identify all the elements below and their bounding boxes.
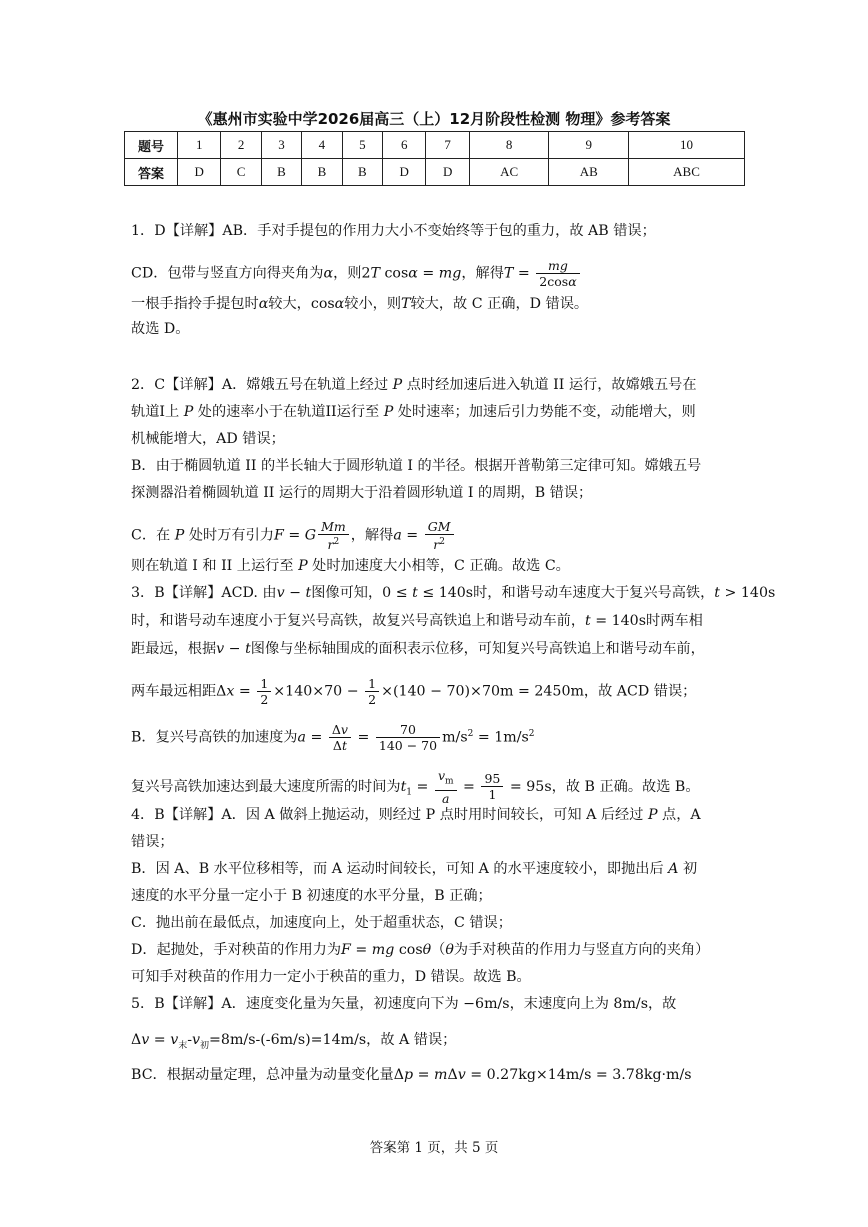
question-number: 5 [342, 132, 382, 159]
fraction-tension: $\frac{mg}{2\cos\alpha}$ [536, 258, 579, 289]
q3-line-2: 时，和谐号动车速度小于复兴号高铁，故复兴号高铁追上和谐号动车前，t = 140s时两车相 [131, 613, 703, 629]
q1-line-2: CD．包带与竖直方向得夹角为α，则2T cosα = mg，解得T = $\frac{mg}{2\cos\alpha}$ [131, 258, 582, 289]
q4-line-4: 速度的水平分量一定小于 B 初速度的水平分量，B 正确； [131, 888, 492, 904]
fraction-acceleration: $\frac{GM}{r^2}$ [425, 519, 454, 552]
q4-line-6: D．起抛处，手对秧苗的作用力为F = mg cosθ（θ为手对秧苗的作用力与竖直方向的夹角） [131, 942, 710, 958]
fraction-dv-dt: $\frac{\Delta v}{\Delta t}$ [329, 722, 351, 753]
page-title: 《惠州市实验中学2026届高三（上）12月阶段性检测 物理》参考答案 [197, 110, 671, 128]
answer-row [125, 159, 745, 186]
answer-cell: AC [469, 159, 549, 186]
q3-line-5: B．复兴号高铁的加速度为a = $\frac{\Delta v}{\Delta t}$ = $\frac{70}{140 - 70}$ $m/s^2 = 1m/s^2$ [131, 722, 535, 753]
row-header-number: 题号 [125, 132, 178, 159]
q3-line-6: 复兴号高铁加速达到最大速度所需的时间为$t_1$ = $\frac{v_m}{a}$ = $\frac{95}{1}$ = 95s，故 B 正确。故选 B。 [131, 768, 700, 806]
q4-line-2: 错误； [131, 834, 174, 850]
q2-line-3: 机械能增大，AD 错误； [131, 431, 285, 447]
question-number: 8 [469, 132, 549, 159]
question-number-row [125, 132, 745, 159]
q4-line-1: 4．B【详解】A．因 A 做斜上抛运动，则经过 P 点时用时间较长，可知 A 后经过 P 点，A [131, 807, 701, 823]
q2-line-6: C．在 P 处时万有引力F = G $\frac{Mm}{r^2}$ ，解得a = $\frac{GM}{r^2}$ [131, 519, 456, 552]
q4-line-3: B．因 A、B 水平位移相等，而 A 运动时间较长，可知 A 的水平速度较小，即抛出后 A 初 [131, 861, 698, 877]
question-number: 3 [261, 132, 301, 159]
fraction-gravity: $\frac{Mm}{r^2}$ [318, 519, 349, 552]
page-footer: 答案第 1 页，共 5 页 [369, 1140, 499, 1156]
answer-cell: D [426, 159, 469, 186]
q5-line-2: $\Delta v = v_末-v_初=8m/s-(-6m/s)=14m/s$，故 A 错误； [131, 1032, 457, 1051]
q2-line-5: 探测器沿着椭圆轨道 II 运行的周期大于沿着圆形轨道 I 的周期，B 错误； [131, 485, 593, 501]
question-number: 9 [549, 132, 629, 159]
answer-cell: C [221, 159, 261, 186]
answer-cell: B [342, 159, 382, 186]
fraction-vm-a: $\frac{v_m}{a}$ [435, 768, 457, 806]
q1-line-1: 1．D【详解】AB．手对手提包的作用力大小不变始终等于包的重力，故 AB 错误； [131, 223, 656, 239]
q1-line-3: 一根手指拎手提包时α较大，cosα较小，则T较大，故 C 正确，D 错误。 [131, 296, 589, 312]
q5-line-3: BC．根据动量定理，总冲量为动量变化量Δp = mΔv = 0.27kg×14m/s = 3.78kg·m/s [131, 1067, 692, 1083]
question-number: 6 [383, 132, 426, 159]
question-number: 7 [426, 132, 469, 159]
q5-line-1: 5．B【详解】A．速度变化量为矢量，初速度向下为 −6m/s，末速度向上为 8m/s，故 [131, 996, 677, 1012]
fraction-half: $\frac{1}{2}$ [365, 676, 379, 707]
q1-line-4: 故选 D。 [131, 321, 190, 337]
answer-cell: D [178, 159, 221, 186]
question-number: 2 [221, 132, 261, 159]
q4-line-7: 可知手对秧苗的作用力一定小于秧苗的重力，D 错误。故选 B。 [131, 969, 531, 985]
answer-cell: D [383, 159, 426, 186]
question-number: 1 [178, 132, 221, 159]
q2-line-2: 轨道I上 P 处的速率小于在轨道II运行至 P 处时速率；加速后引力势能不变，动能增大，则 [131, 404, 696, 420]
answer-cell: AB [549, 159, 629, 186]
fraction-time-value: $\frac{95}{1}$ [481, 771, 503, 802]
q2-line-7: 则在轨道 I 和 II 上运行至 P 处时加速度大小相等，C 正确。故选 C。 [131, 558, 570, 574]
answer-cell: B [302, 159, 342, 186]
fraction-half: $\frac{1}{2}$ [257, 676, 271, 707]
answer-table [124, 131, 745, 186]
q3-line-3: 距最远，根据v − t图像与坐标轴围成的面积表示位移，可知复兴号高铁追上和谐号动车前， [131, 641, 705, 657]
q4-line-5: C．抛出前在最低点，加速度向上，处于超重状态，C 错误； [131, 915, 512, 931]
fraction-acceleration-value: $\frac{70}{140 - 70}$ [376, 722, 440, 753]
answer-cell: ABC [629, 159, 745, 186]
q3-line-4: 两车最远相距Δx = $\frac{1}{2}$ ×140×70 − $\frac{1}{2}$ ×(140 − 70)×70m = 2450m，故 ACD 错误； [131, 676, 697, 707]
q3-line-1: 3．B【详解】ACD. 由v − t图像可知，0 ≤ t ≤ 140s时，和谐号动车速度大于复兴号高铁，t > 140s [131, 585, 776, 601]
question-number: 10 [629, 132, 745, 159]
answer-cell: B [261, 159, 301, 186]
q2-line-4: B．由于椭圆轨道 II 的半长轴大于圆形轨道 I 的半径。根据开普勒第三定律可知。嫦娥五号 [131, 458, 702, 474]
question-number: 4 [302, 132, 342, 159]
row-header-answer: 答案 [125, 159, 178, 186]
q2-line-1: 2．C【详解】A．嫦娥五号在轨道上经过 P 点时经加速后进入轨道 II 运行，故嫦娥五号在 [131, 377, 697, 393]
